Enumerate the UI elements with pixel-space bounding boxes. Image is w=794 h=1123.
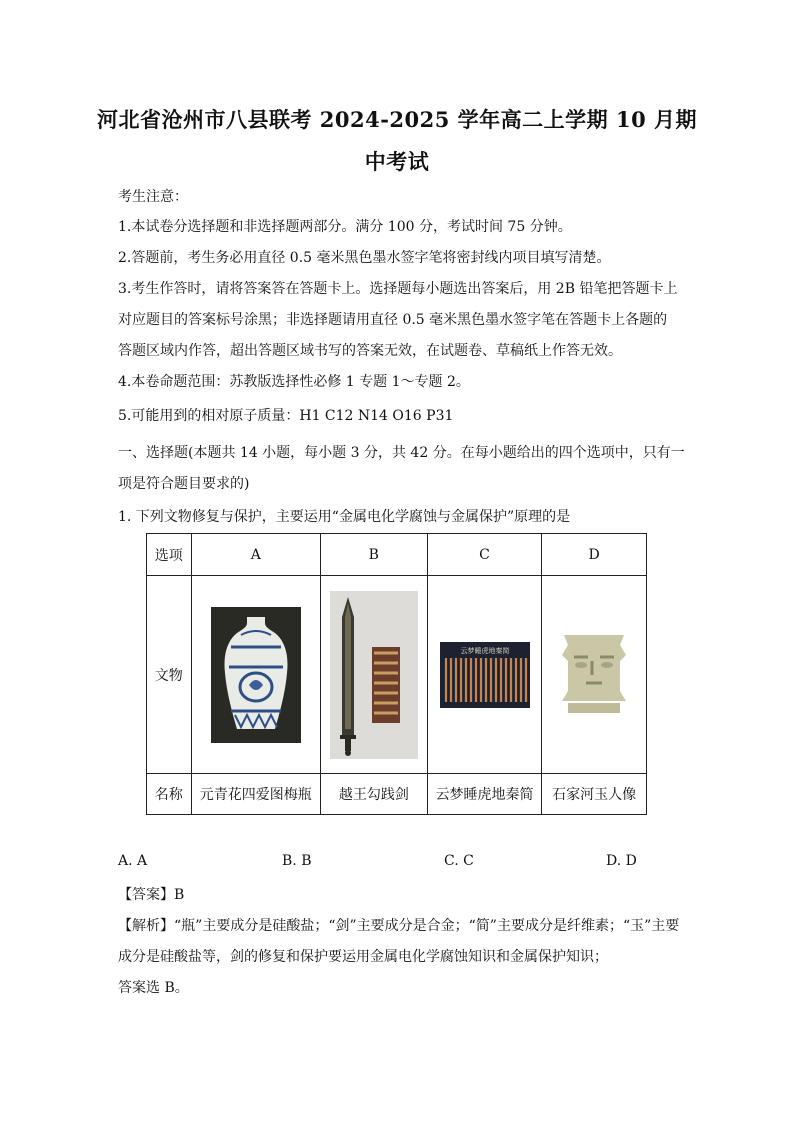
artifact-image-cell-b	[320, 576, 427, 774]
page-title: 河北省沧州市八县联考 2024-2025 学年高二上学期 10 月期	[96, 107, 698, 132]
slip-caption: 云梦睡虎地秦简	[460, 646, 509, 655]
table-header-label: 选项	[147, 534, 192, 576]
notice-item-continued: 对应题目的答案标号涂黑；非选择题请用直径 0.5 毫米黑色墨水签字笔在答题卡上各题的	[118, 312, 668, 328]
question-stem: 1. 下列文物修复与保护，主要运用“金属电化学腐蚀与金属保护”原理的是	[118, 509, 571, 525]
notice-item: 5.可能用到的相对原子质量：H1 C12 N14 O16 P31	[118, 408, 454, 424]
answer-conclusion: 答案选 B。	[118, 980, 189, 996]
vase-image	[211, 607, 301, 743]
bamboo-slips-image	[440, 642, 530, 708]
sword-image	[330, 591, 418, 759]
artifact-table	[146, 533, 647, 815]
table-header-a: A	[191, 534, 320, 576]
option-a: A. A	[118, 853, 148, 869]
section-heading-continued: 项是符合题目要求的)	[118, 476, 250, 492]
artifact-name-c: 云梦睡虎地秦简	[427, 774, 542, 815]
notice-item: 2.答题前，考生务必用直径 0.5 毫米黑色墨水签字笔将密封线内项目填写清楚。	[118, 250, 611, 266]
page-title-continued: 中考试	[364, 149, 430, 174]
artifact-name-d: 石家河玉人像	[542, 774, 647, 815]
notice-item: 3.考生作答时，请将答案答在答题卡上。选择题每小题选出答案后，用 2B 铅笔把答题卡上	[118, 281, 678, 297]
artifact-name-b: 越王勾践剑	[320, 774, 427, 815]
name-row-label: 名称	[147, 774, 192, 815]
notice-heading: 考生注意：	[118, 189, 188, 205]
jade-figure-image	[554, 627, 634, 723]
image-row-label: 文物	[147, 576, 192, 774]
artifact-image-cell-a	[191, 576, 320, 774]
option-b: B. B	[282, 853, 312, 869]
notice-item: 1.本试卷分选择题和非选择题两部分。满分 100 分，考试时间 75 分钟。	[118, 219, 572, 235]
answer-label: 【答案】B	[118, 887, 185, 903]
analysis-text-continued: 成分是硅酸盐等，剑的修复和保护要运用金属电化学腐蚀知识和金属保护知识；	[118, 949, 608, 965]
artifact-image-cell-d	[542, 576, 647, 774]
analysis-text: 【解析】“瓶”主要成分是硅酸盐；“剑”主要成分是合金；“简”主要成分是纤维素；“玉”主要	[118, 918, 680, 934]
artifact-name-a: 元青花四爱图梅瓶	[191, 774, 320, 815]
table-header-c: C	[427, 534, 542, 576]
option-c: C. C	[444, 853, 474, 869]
table-header-b: B	[320, 534, 427, 576]
notice-item: 4.本卷命题范围：苏教版选择性必修 1 专题 1～专题 2。	[118, 374, 470, 390]
artifact-image-cell-c	[427, 576, 542, 774]
option-d: D. D	[606, 853, 637, 869]
table-header-d: D	[542, 534, 647, 576]
notice-item-continued: 答题区域内作答，超出答题区域书写的答案无效，在试题卷、草稿纸上作答无效。	[118, 343, 622, 359]
section-heading: 一、选择题(本题共 14 小题，每小题 3 分，共 42 分。在每小题给出的四个选项中，只有一	[118, 445, 685, 461]
